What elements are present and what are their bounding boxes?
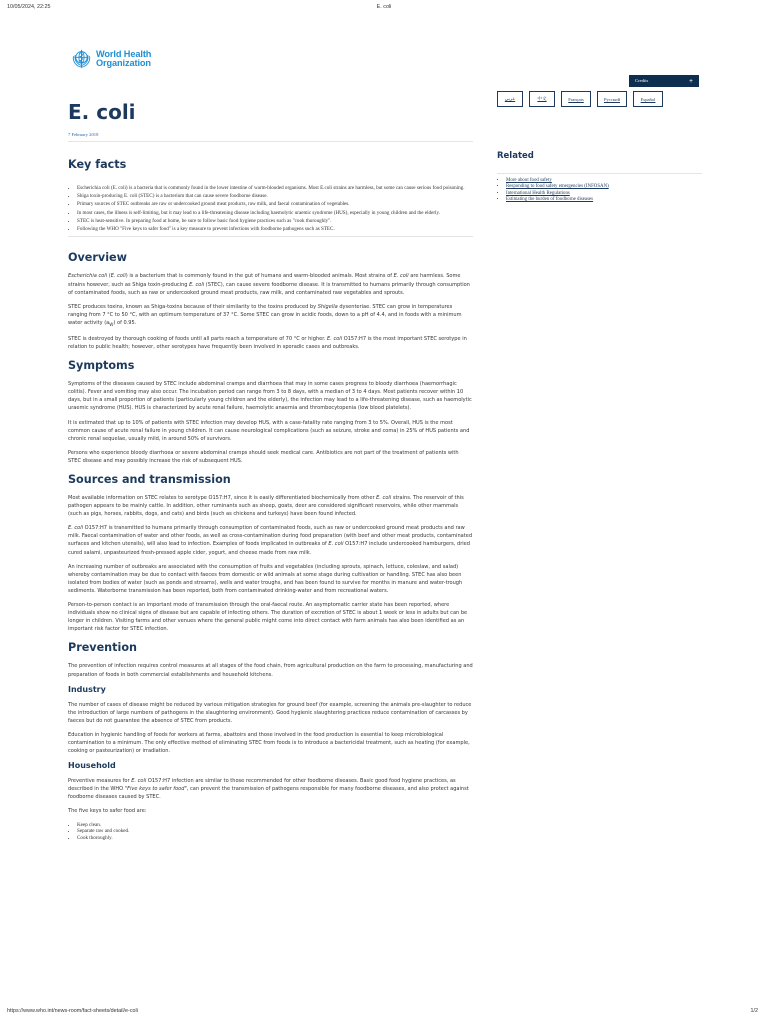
related-link-infosan[interactable]: Responding to food safety emergencies (INFOSAN) <box>506 184 609 190</box>
overview-section <box>68 251 473 351</box>
language-link-french[interactable]: Français <box>561 91 591 107</box>
key-facts-heading: Key facts <box>68 158 127 171</box>
key-fact-item: • Escherichia coli (E. coli) is a bacteria that is commonly found in the lower intestine of warm-blooded organisms. Most E.coli strains are harmless, but some can cause serious food poisoning. <box>77 185 473 191</box>
related-link-food-safety[interactable]: More about food safety <box>506 178 552 183</box>
language-link-spanish[interactable]: Español <box>633 91 663 107</box>
industry-subsection <box>68 685 473 756</box>
household-paragraph-2: The five keys to safer food are: <box>68 808 147 815</box>
overview-paragraph-3: STEC is destroyed by thorough cooking of foods until all parts reach a temperature of 70 °C or higher. E. coli O157:H7 is the most important STEC serotype in relation to public health; however, other serotypes have frequently been involved in sporadic cases and outbreaks. <box>68 335 467 351</box>
five-keys-item: • Separate raw and cooked. <box>77 828 473 834</box>
symptoms-paragraph-3: Persons who experience bloody diarrhoea or severe abdominal cramps should seek medical care. Antibiotics are not part of the treatment of patients with STEC disease and may possibly increase the risk of subsequent HUS. <box>68 449 459 464</box>
sources-section <box>68 473 473 633</box>
print-url: https://www.who.int/news-room/fact-sheets/detail/e-coli <box>7 1008 138 1014</box>
industry-paragraph-1: The number of cases of disease might be reduced by various mitigation strategies for ground beef (for example, screening the animals pre-slaughter to reduce the introduction of large numbers of pathogens in the slaughtering environment). Good hygienic slaughtering practices reduce contamination of carcasses by faeces but do not guarantee the absence of STEC from products. <box>68 701 472 724</box>
language-link-russian[interactable]: Русский <box>597 91 627 107</box>
sources-paragraph-3: An increasing number of outbreaks are associated with the consumption of fruits and vegetables (including sprouts, spinach, lettuce, coleslaw, and salad) whereby contamination may be due to contact with faeces from domestic or wild animals at some stage during cultivation or handling. STEC has also been isolated from bodies of water (such as ponds and streams), wells and water troughs, and has been found to survive for months in manure and water-trough sediments. Waterborne transmission has been reported, both from contaminated drinking-water and from recreational waters. <box>68 563 463 594</box>
symptoms-paragraph-2: It is estimated that up to 10% of patients with STEC infection may develop HUS, with a case-fatality rate ranging from 3 to 5%. Overall, HUS is the most common cause of acute renal failure in young children. It can cause neurological complications (such as seizure, stroke and coma) in 25% of HUS patients and chronic renal sequelae, usually mild, in around 50% of survivors. <box>68 419 470 442</box>
sources-paragraph-4: Person-to-person contact is an important mode of transmission through the oral-faecal route. An asymptomatic carrier state has been reported, where individuals show no clinical signs of disease but are capable of infecting others. The duration of excretion of STEC is about 1 week or less in adults but can be longer in children. Visiting farms and other venues where the general public might come into direct contact with farm animals has also been identified as an important risk factor for STEC infection. <box>68 602 468 633</box>
related-divider <box>497 173 702 174</box>
symptoms-heading: Symptoms <box>68 359 135 373</box>
overview-paragraph-2: STEC produces toxins, known as Shiga-toxins because of their similarity to the toxins produced by Shigella dysenteriae. STEC can grow in temperatures ranging from 7 °C to 50 °C, with an optimum temperature of 37 °C. Some STEC can grow in acidic foods, down to a pH of 4.4, and in foods with a minimum water activity $(a_W)$ of 0.95. <box>68 303 462 327</box>
print-footer <box>0 1008 768 1022</box>
key-fact-item: • Shiga toxin-producing E. coli (STEC) is a bacterium that can cause severe foodborne disease. <box>77 193 473 199</box>
article-main <box>68 100 473 842</box>
print-page-number: 1/2 <box>750 1008 758 1014</box>
household-heading: Household <box>68 761 116 771</box>
five-keys-item: • Keep clean. <box>77 822 473 828</box>
household-paragraph-1: Preventive measures for E. coli O157:H7 infection are similar to those recommended for other foodborne diseases. Basic good food hygiene practices, as described in the WHO "Five keys to safer food", can prevent the transmission of pathogens responsible for many foodborne diseases, and also protect against foodborne diseases caused by STEC. <box>68 778 469 801</box>
key-fact-item: • STEC is heat-sensitive. In preparing food at home, be sure to follow basic food hygiene practices such as "cook thoroughly". <box>77 218 473 224</box>
sources-paragraph-1: Most available information on STEC relates to serotype O157:H7, since it is easily differentiated biochemically from other E. coli strains. The reservoir of this pathogen appears to be mainly cattle. In addition, other ruminants such as sheep, goats, deer are considered significant reservoirs, while other mammals (such as pigs, horses, rabbits, dogs, and cats) and birds (such as chickens and turkeys) have been found infected. <box>68 495 464 518</box>
five-keys-list <box>68 822 473 842</box>
industry-paragraph-2: Education in hygienic handling of foods for workers at farms, abattoirs and those involved in the food production is essential to keep microbiological contamination to a minimum. The only effective method of eliminating STEC from foods is to introduce a bactericidal treatment, such as heating (for example, cooking or pasteurization) or irradiation. <box>68 731 470 755</box>
title-divider <box>68 141 473 142</box>
credits-label: Credits <box>635 78 649 83</box>
related-link-ihr[interactable]: International Health Regulations <box>506 190 570 196</box>
who-emblem-icon <box>70 47 93 70</box>
credits-toggle[interactable] <box>629 75 699 87</box>
who-wordmark-line1: World Health <box>96 48 152 59</box>
household-subsection <box>68 761 473 842</box>
who-wordmark-line2: Organization <box>96 57 151 68</box>
publish-date: 7 February 2018 <box>68 132 99 137</box>
sources-heading: Sources and transmission <box>68 473 231 487</box>
key-facts-divider <box>68 236 473 237</box>
key-facts-section <box>68 158 473 232</box>
language-link-arabic[interactable]: عربي <box>497 91 523 107</box>
five-keys-item: • Cook thoroughly. <box>77 835 473 841</box>
prevention-section <box>68 641 473 841</box>
key-facts-list <box>68 185 473 232</box>
related-heading: Related <box>497 151 534 161</box>
symptoms-section <box>68 359 473 465</box>
print-doc-title: E. coli <box>376 4 392 10</box>
who-logo[interactable] <box>70 47 151 70</box>
prevention-heading: Prevention <box>68 641 137 655</box>
overview-paragraph-1: Escherichia coli (E. coli) is a bacterium that is commonly found in the gut of humans and warm-blooded animals. Most strains of E. coli are harmless. Some strains however, such as Shiga toxin-producing E. coli (STEC), can cause severe foodborne disease. It is transmitted to humans primarily through consumption of contaminated foods, such as raw or undercooked ground meat products, raw milk, and contaminated raw vegetables and sprouts. <box>68 273 470 296</box>
print-header <box>0 4 768 18</box>
plus-icon: + <box>689 76 693 85</box>
prevention-paragraph-1: The prevention of infection requires control measures at all stages of the food chain, from agricultural production on the farm to processing, manufacturing and preparation of foods in both commercial establishments and household kitchens. <box>68 663 473 678</box>
industry-heading: Industry <box>68 684 106 694</box>
who-wordmark <box>96 50 151 67</box>
symptoms-paragraph-1: Symptoms of the diseases caused by STEC include abdominal cramps and diarrhoea that may in some cases progress to bloody diarrhoea (haemorrhagic colitis). Fever and vomiting may also occur. The incubation period can range from 3 to 8 days, with a median of 3 to 4 days. Most patients recover within 10 days, but in a small proportion of patients (particularly young children and the elderly), the infection may lead to a life-threatening disease, such as haemolytic uraemic syndrome (HUS). HUS is characterized by acute renal failure, haemolytic anaemia and thrombocytopenia (low blood platelets). <box>68 381 472 412</box>
related-list-item <box>506 197 711 203</box>
related-links-list <box>497 178 711 204</box>
key-fact-item: • Primary sources of STEC outbreaks are raw or undercooked ground meat products, raw milk, and faecal contamination of vegetables. <box>77 201 473 207</box>
language-link-chinese[interactable]: 中文 <box>529 91 555 107</box>
key-fact-item: • Following the WHO "Five keys to safer food" is a key measure to prevent infections with foodborne pathogens such as STEC. <box>77 226 473 232</box>
overview-heading: Overview <box>68 251 127 265</box>
sources-paragraph-2: E. coli O157:H7 is transmitted to humans primarily through consumption of contaminated foods, such as raw or undercooked ground meat products and raw milk. Faecal contamination of water and other foods, as well as cross-contamination during food preparation (with beef and other meat products, contaminated surfaces and kitchen utensils), will also lead to infection. Examples of foods implicated in outbreaks of E. coli O157:H7 include undercooked hamburgers, dried cured salami, unpasteurized fresh-pressed apple cider, yogurt, and cheese made from raw milk. <box>68 525 473 556</box>
key-fact-item: • In most cases, the illness is self-limiting, but it may lead to a life-threatening disease including haemolytic uraemic syndrome (HUS), especially in young children and the elderly. <box>77 210 473 216</box>
related-link-burden[interactable]: Estimating the burden of foodborne diseases <box>506 197 594 203</box>
print-timestamp: 10/05/2024, 22:25 <box>7 4 51 10</box>
page-title: E. coli <box>68 100 136 124</box>
language-selector <box>497 91 663 107</box>
